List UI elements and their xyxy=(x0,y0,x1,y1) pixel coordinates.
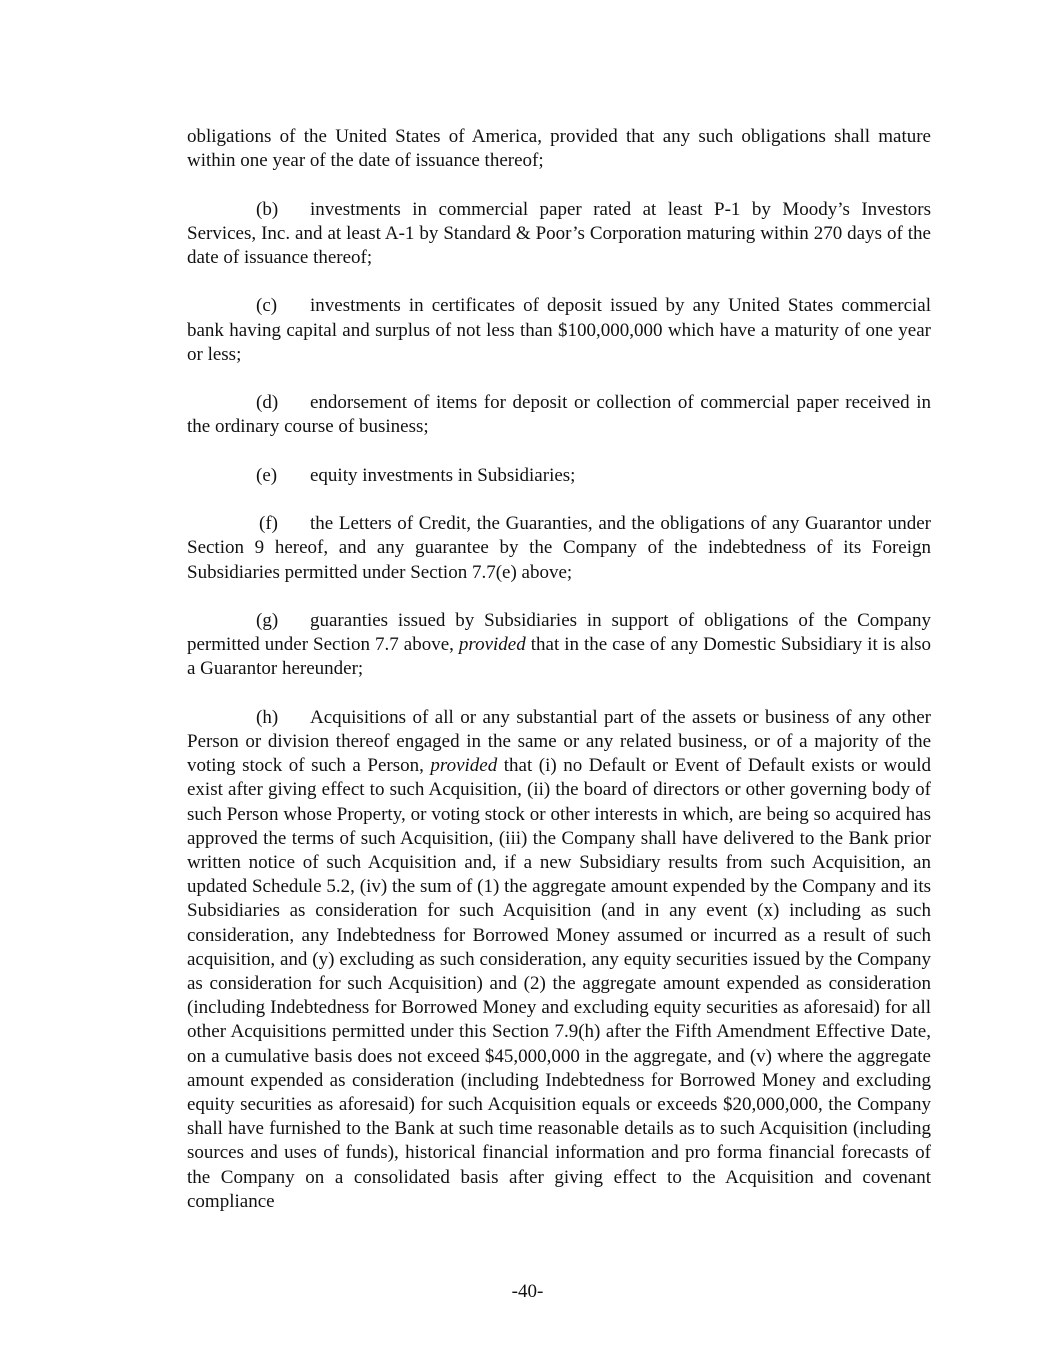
clause-h-label: (h) xyxy=(256,706,279,728)
clause-e xyxy=(187,464,931,488)
clause-f-label: (f) xyxy=(259,513,278,535)
clause-g xyxy=(187,609,931,682)
clause-g-label: (g) xyxy=(256,609,279,631)
clause-h-text-a: Acquisitions of all or any substantial part of the assets or business of any other Person or division thereof engaged in the same or any related business, or of a majority of the voting stock of such a Person, xyxy=(187,706,931,777)
clause-g-text-a: guaranties issued by Subsidiaries in support of obligations of the Company permitted under Section 7.7 above, xyxy=(187,609,931,656)
clause-h-text-b: that (i) no Default or Event of Default exists or would exist after giving effect to such Acquisition, (ii) the board of directors or other governing body of such Person whose Property, or voting stock or other interests in which, are being so acquired has approved the terms of such Acquisition, (iii) the Company shall have delivered to the Bank prior written notice of such Acquisition and, if a new Subsidiary results from such Acquisition, an updated Schedule 5.2, (iv) the sum of (1) the aggregate amount expended by the Company and its Subsidiaries as consideration for such Acquisition (and in any event (x) including as such consideration, any Indebtedness for Borrowed Money assumed or incurred as a result of such acquisition, and (y) excluding as such consideration, any equity securities issued by the Company as consideration for such Acquisition) and (2) the aggregate amount expended as consideration (including Indebtedness for Borrowed Money and excluding equity securities as aforesaid) for all other Acquisitions permitted under this Section 7.9(h) after the Fifth Amendment Effective Date, on a cumulative basis does not exceed $45,000,000 in the aggregate, and (v) where the aggregate amount expended as consideration (including Indebtedness for Borrowed Money and excluding equity securities as aforesaid) for such Acquisition equals or exceeds $20,000,000, the Company shall have furnished to the Bank at such time reasonable details as to such Acquisition (including sources and uses of funds), historical financial information and pro forma financial forecasts of the Company on a consolidated basis after giving effect to the Acquisition and covenant compliance xyxy=(187,755,932,1212)
clause-c-text: investments in certificates of deposit issued by any United States commercial bank having capital and surplus of not less than $100,000,000 which have a maturity of one year or less; xyxy=(187,295,931,365)
clause-e-label: (e) xyxy=(256,464,278,486)
clause-b xyxy=(187,198,931,271)
clause-c xyxy=(187,294,931,367)
clause-d-text: endorsement of items for deposit or collection of commercial paper received in the ordinary course of business; xyxy=(187,392,931,438)
intro-paragraph: obligations of the United States of America, provided that any such obligations shall mature within one year of the date of issuance thereof; xyxy=(187,126,931,172)
clause-d-label: (d) xyxy=(256,392,279,414)
clause-c-label: (c) xyxy=(256,295,278,317)
clause-g-emphasis: provided xyxy=(458,634,526,656)
clause-d xyxy=(187,391,931,439)
clause-h-emphasis: provided xyxy=(430,755,498,777)
clause-f-text: the Letters of Credit, the Guaranties, and the obligations of any Guarantor under Section 9 hereof, and any guarantee by the Company of the indebtedness of its Foreign Subsidiaries permitted under Section 7.7(e) above; xyxy=(187,513,931,583)
page-number: -40- xyxy=(511,1281,544,1302)
clause-f xyxy=(187,512,931,585)
clause-h xyxy=(187,706,931,1214)
clause-b-text: investments in commercial paper rated at least P-1 by Moody’s Investors Services, Inc. and at least A-1 by Standard & Poor’s Corporation maturing within 270 days of the date of issuance thereof; xyxy=(187,198,931,268)
clause-g-text-b: that in the case of any Domestic Subsidiary it is also a Guarantor hereunder; xyxy=(187,634,932,680)
clause-b-label: (b) xyxy=(256,198,279,220)
document-page xyxy=(187,125,931,1214)
clause-e-text: equity investments in Subsidiaries; xyxy=(310,464,576,486)
